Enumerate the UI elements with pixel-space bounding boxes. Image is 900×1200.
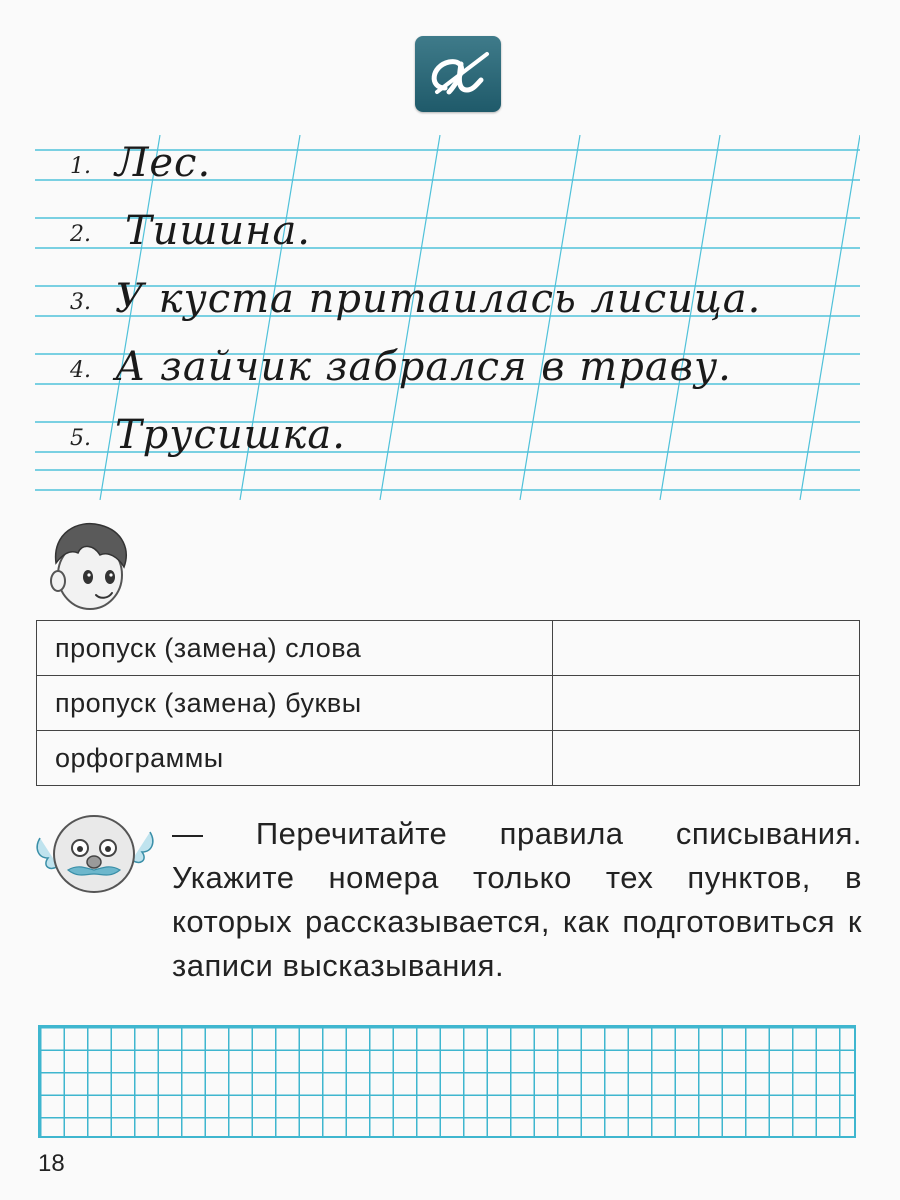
copy-line-text: Тишина. <box>125 208 312 254</box>
error-types-table <box>36 620 860 786</box>
table-answer-cell[interactable] <box>553 676 860 731</box>
copy-line-text: У куста притаилась лисица. <box>115 276 762 322</box>
line-number: 1. <box>70 154 91 179</box>
table-row <box>37 621 860 676</box>
table-label-cell: орфограммы <box>37 731 553 786</box>
table-answer-cell[interactable] <box>553 621 860 676</box>
boy-avatar-icon <box>38 515 138 615</box>
instruction-text: — Перечитайте правила списывания. Укажите номера только тех пунктов, в которых рассказывается, как подготовиться к записи высказывания. <box>172 816 862 983</box>
table-row <box>37 731 860 786</box>
copy-line-text: Лес. <box>115 140 212 186</box>
copy-line-text: А зайчик забрался в траву. <box>115 344 732 390</box>
line-number: 4. <box>70 358 91 383</box>
line-number: 2. <box>70 222 91 247</box>
cursive-letter-badge-icon <box>415 36 501 112</box>
answer-grid[interactable] <box>38 1025 856 1138</box>
table-row <box>37 676 860 731</box>
line-number: 5. <box>70 426 91 451</box>
owl-professor-avatar-icon <box>32 808 157 898</box>
table-answer-cell[interactable] <box>553 731 860 786</box>
line-number: 3. <box>70 290 91 315</box>
copy-line-text: Трусишка. <box>115 412 346 458</box>
table-label-cell: пропуск (замена) буквы <box>37 676 553 731</box>
table-label-cell: пропуск (замена) слова <box>37 621 553 676</box>
page-number: 18 <box>38 1150 65 1177</box>
